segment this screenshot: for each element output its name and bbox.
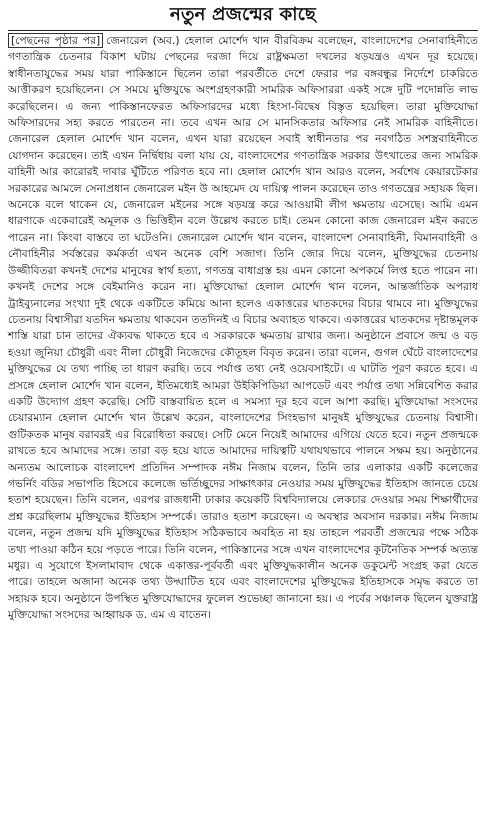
paragraph	[8, 33, 478, 624]
continued-from-label: [পেছনের পৃষ্ঠার পর]	[8, 33, 103, 48]
article-body	[8, 30, 478, 624]
headline: নতুন প্রজন্মের কাছে	[170, 4, 316, 25]
paragraph-text: জেনারেল (অব.) হেলাল মোর্শেদ খান বীরবিক্রম বলেছেন, বাংলাদেশের সেনাবাহিনীতে গণতান্ত্রিক চেতনার বিকাশ ঘটায় পেছনের দরজা দিয়ে রাষ্ট্রক্ষমতা দখলের ষড়যন্ত্রও এখন দূর হয়েছে। স্বাধীনতাযুদ্ধের সময় যারা পাকিস্তানে ছিলেন তারা পরবর্তীতে দেশে ফেরার পর বঙ্গবন্ধুর নির্দেশে চাকরিতে আত্তীকরণ হয়েছিলেন। সে সময়ে মুক্তিযুদ্ধে অংশগ্রহণকারী সামরিক অফিসাররা একই সঙ্গে দুটি পদোন্নতি লাভ করেছিলেন। এ জন্য পাকিস্তানফেরত অফিসারদের মধ্যে হিংসা-বিদ্বেষ বিস্তৃত হয়েছিল। তারা মুক্তিযোদ্ধা অফিসারদের সহ্য করতে পারতেন না। তবে এখন আর সে মানসিকতার অফিসার নেই সামরিক বাহিনীতে। জেনারেল হেলাল মোর্শেদ খান বলেন, এখন যারা রয়েছেন সবাই স্বাধীনতার পর নবগঠিত সশস্ত্রবাহিনীতে যোগদান করেছেন। তাই এখন নির্দ্বিধায় বলা যায় যে, বাংলাদেশের গণতান্ত্রিক সরকার উৎখাতের জন্য সামরিক বাহিনী আর কারোরই দাবার ঘুঁটিতে পরিণত হবে না। হেলাল মোর্শেদ খান আরও বলেন, সর্বশেষ কেয়ারটেকার সরকারের আমলে সেনাপ্রধান জেনারেল মইন উ আহমেদ যে দায়িত্ব পালন করেছেন তাও গণতন্ত্রের সহায়ক ছিল। অনেকে বলে থাকেন যে, জেনারেল মইনের সঙ্গে ষড়যন্ত্র করে আওয়ামী লীগ ক্ষমতায় এসেছে। আমি এমন ধারণাকে একেবারেই অমূলক ও ভিত্তিহীন বলে উল্লেখ করতে চাই। তেমন কোনো কাজ জেনারেল মইন করতে পারেন না। কিংবা বাস্তবে তা ঘটেওনি। জেনারেল মোর্শেদ খান বলেন, বাংলাদেশ সেনাবাহিনী, বিমানবাহিনী ও নৌবাহিনীর সর্বস্তরের কর্মকর্তা এখন অনেক বেশি সজাগ। তিনি জোর দিয়ে বলেন, মুক্তিযুদ্ধের চেতনায় উজ্জীবিতরা কখনই দেশের মানুষের স্বার্থ হত্যা, গণতন্ত্র বাধাগ্রস্ত হয় এমন কোনো অপকর্মে লিপ্ত হতে পারেন না। কখনই দেশের সঙ্গে বেইমানিও করেন না। মুক্তিযোদ্ধা হেলাল মোর্শেদ খান বলেন, আন্তর্জাতিক অপরাধ ট্রাইব্যুনালের সংখ্যা দুই থেকে একটিতে কমিয়ে আনা হলেও একাত্তরের ঘাতকদের বিচার থামবে না। মুক্তিযুদ্ধের চেতনায় বিশ্বাসীরা যতদিন ক্ষমতায় থাকবেন ততদিনই এ বিচার অব্যাহত থাকবে। একাত্তরের ঘাতকদের দৃষ্টান্তমূলক শাস্তি যারা চান তাদের ঐক্যবদ্ধ থাকতে হবে এ সরকারকে ক্ষমতায় রাখার জন্য। অনুষ্ঠানে প্রবাসে জন্ম ও বড় হওয়া জুনিয়া চৌধুরী এবং নীলা চৌধুরী নিজেদের কৌতূহল বিবৃত করেন। তারা বলেন, গুগল ঘেঁটে বাংলাদেশের মুক্তিযুদ্ধের যে তথ্য পাচ্ছি তা ধারণ করছি। তবে পর্যাপ্ত তথ্য নেই ওয়েবসাইটে। এ ঘাটতি পূরণ করতে হবে। এ প্রসঙ্গে হেলাল মোর্শেদ খান বলেন, ইতিমধ্যেই আমরা উইকিপিডিয়া আপডেট এবং পর্যাপ্ত তথ্য সন্নিবেশিত করার একটি উদ্যোগ গ্রহণ করেছি। সেটি বাস্তবায়িত হলে এ সমস্যা দূর হবে বলে আশা করছি। মুক্তিযোদ্ধা সংসদের চেয়ারম্যান হেলাল মোর্শেদ খান উল্লেখ করেন, বাংলাদেশের সিংহভাগ মানুষই মুক্তিযুদ্ধের চেতনায় বিশ্বাসী। গুটিকতক মানুষ বরাবরই এর বিরোধিতা করছে। সেটি মেনে নিয়েই আমাদের এগিয়ে যেতে হবে। নতুন প্রজন্মকে রাখতে হবে আমাদের সঙ্গে। তারা বড় হয়ে যাতে আমাদের দায়িত্বটি যথাযথভাবে পালনে সক্ষম হয়। অনুষ্ঠানের অন্যতম আলোচক বাংলাদেশ প্রতিদিন সম্পাদক নঈম নিজাম বলেন, তিনি তার এলাকার একটি কলেজের গভর্নিং বডির সভাপতি হিসেবে কলেজে ভর্তিচ্ছুদের সাক্ষাৎকার নেওয়ার সময় মুক্তিযুদ্ধের ইতিহাস জানতে চেয়ে হতাশ হয়েছেন। তিনি বলেন, এরপর রাজধানী ঢাকার কয়েকটি বিশ্ববিদ্যালয়ে লেকচার দেওয়ার সময় শিক্ষার্থীদের প্রশ্ন করেছিলাম মুক্তিযুদ্ধের ইতিহাস সম্পর্কে। তারাও হতাশ করেছেন। এ অবস্থার অবসান দরকার। নঈম নিজাম বলেন, নতুন প্রজন্ম যদি মুক্তিযুদ্ধের ইতিহাস সঠিকভাবে অবহিত না হয় তাহলে পরবর্তী প্রজন্মের পক্ষে সঠিক তথ্য পাওয়া কঠিন হয়ে পড়তে পারে। তিনি বলেন, পাকিস্তানের সঙ্গে এখন বাংলাদেশের কূটনৈতিক সম্পর্ক অত্যন্ত মধুর। এ সুযোগে ইসলামাবাদ থেকে একাত্তর-পূর্ববর্তী এবং মুক্তিযুদ্ধকালীন অনেক ডকুমেন্ট সংগ্রহ করা যেতে পারে। তাহলে অজানা অনেক তথ্য উদ্ঘাটিত হবে এবং বাংলাদেশের মুক্তিযুদ্ধের ইতিহাসকে সমৃদ্ধ করতে তা সহায়ক হবে। অনুষ্ঠানে উপস্থিত মুক্তিযোদ্ধাদের ফুলেল শুভেচ্ছা জানানো হয়। এ পর্বের সঞ্চালক ছিলেন যুক্তরাষ্ট্র মুক্তিযোদ্ধা সংসদের আহ্বায়ক ড. এম এ বাতেন।	[8, 34, 478, 622]
